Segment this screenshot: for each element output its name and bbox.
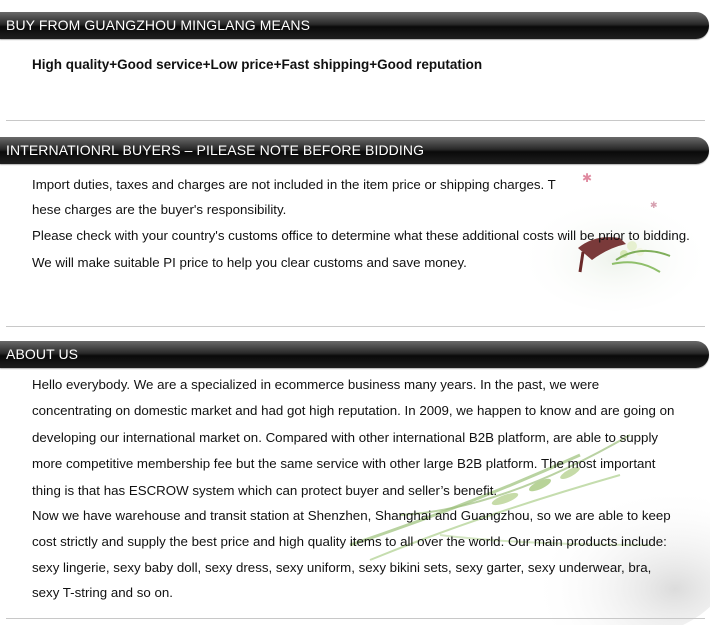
about-line: Now we have warehouse and transit station at Shenzhen, Shanghai and Guangzhou, so we are able to keep bbox=[32, 508, 671, 523]
about-line: cost strictly and supply the best price and high quality items to all over the world. Our main products include: bbox=[32, 534, 667, 549]
section-header-about-us bbox=[0, 341, 709, 368]
section-title: INTERNATIONRL BUYERS – PILEASE NOTE BEFORE BIDDING bbox=[6, 142, 425, 158]
notice-line: hese charges are the buyer's responsibility. bbox=[32, 202, 287, 217]
notice-line: We will make suitable PI price to help you clear customs and save money. bbox=[32, 255, 467, 270]
divider bbox=[6, 326, 705, 327]
about-line: concentrating on domestic market and had got high reputation. In 2009, we happen to know and are going on bbox=[32, 403, 675, 418]
svg-text:✱: ✱ bbox=[650, 201, 658, 211]
section-title: BUY FROM GUANGZHOU MINGLANG MEANS bbox=[6, 17, 311, 33]
notice-line: Import duties, taxes and charges are not included in the item price or shipping charges. T bbox=[32, 177, 556, 192]
svg-text:✱: ✱ bbox=[582, 171, 593, 185]
section-header-international-buyers bbox=[0, 137, 709, 164]
section-title: ABOUT US bbox=[6, 346, 79, 362]
about-line: thing is that has ESCROW system which can protect buyer and seller’s benefit. bbox=[32, 483, 498, 498]
divider bbox=[6, 120, 705, 121]
divider bbox=[6, 618, 705, 619]
about-line: sexy T-string and so on. bbox=[32, 585, 173, 600]
section-header-buy-from bbox=[0, 12, 709, 39]
about-line: sexy lingerie, sexy baby doll, sexy dress, sexy uniform, sexy bikini sets, sexy garter, sexy underwear, bra, bbox=[32, 560, 652, 575]
about-line: Hello everybody. We are a specialized in ecommerce business many years. In the past, we were bbox=[32, 377, 600, 392]
about-line: developing our international market on. Compared with other international B2B platform, are able to supply bbox=[32, 430, 659, 445]
notice-line: Please check with your country's customs office to determine what these additional costs will be prior to bidding. bbox=[32, 228, 690, 243]
tagline: High quality+Good service+Low price+Fast shipping+Good reputation bbox=[32, 57, 483, 72]
about-line: more competitive membership fee but the same service with other large B2B platform. The most important bbox=[32, 456, 656, 471]
